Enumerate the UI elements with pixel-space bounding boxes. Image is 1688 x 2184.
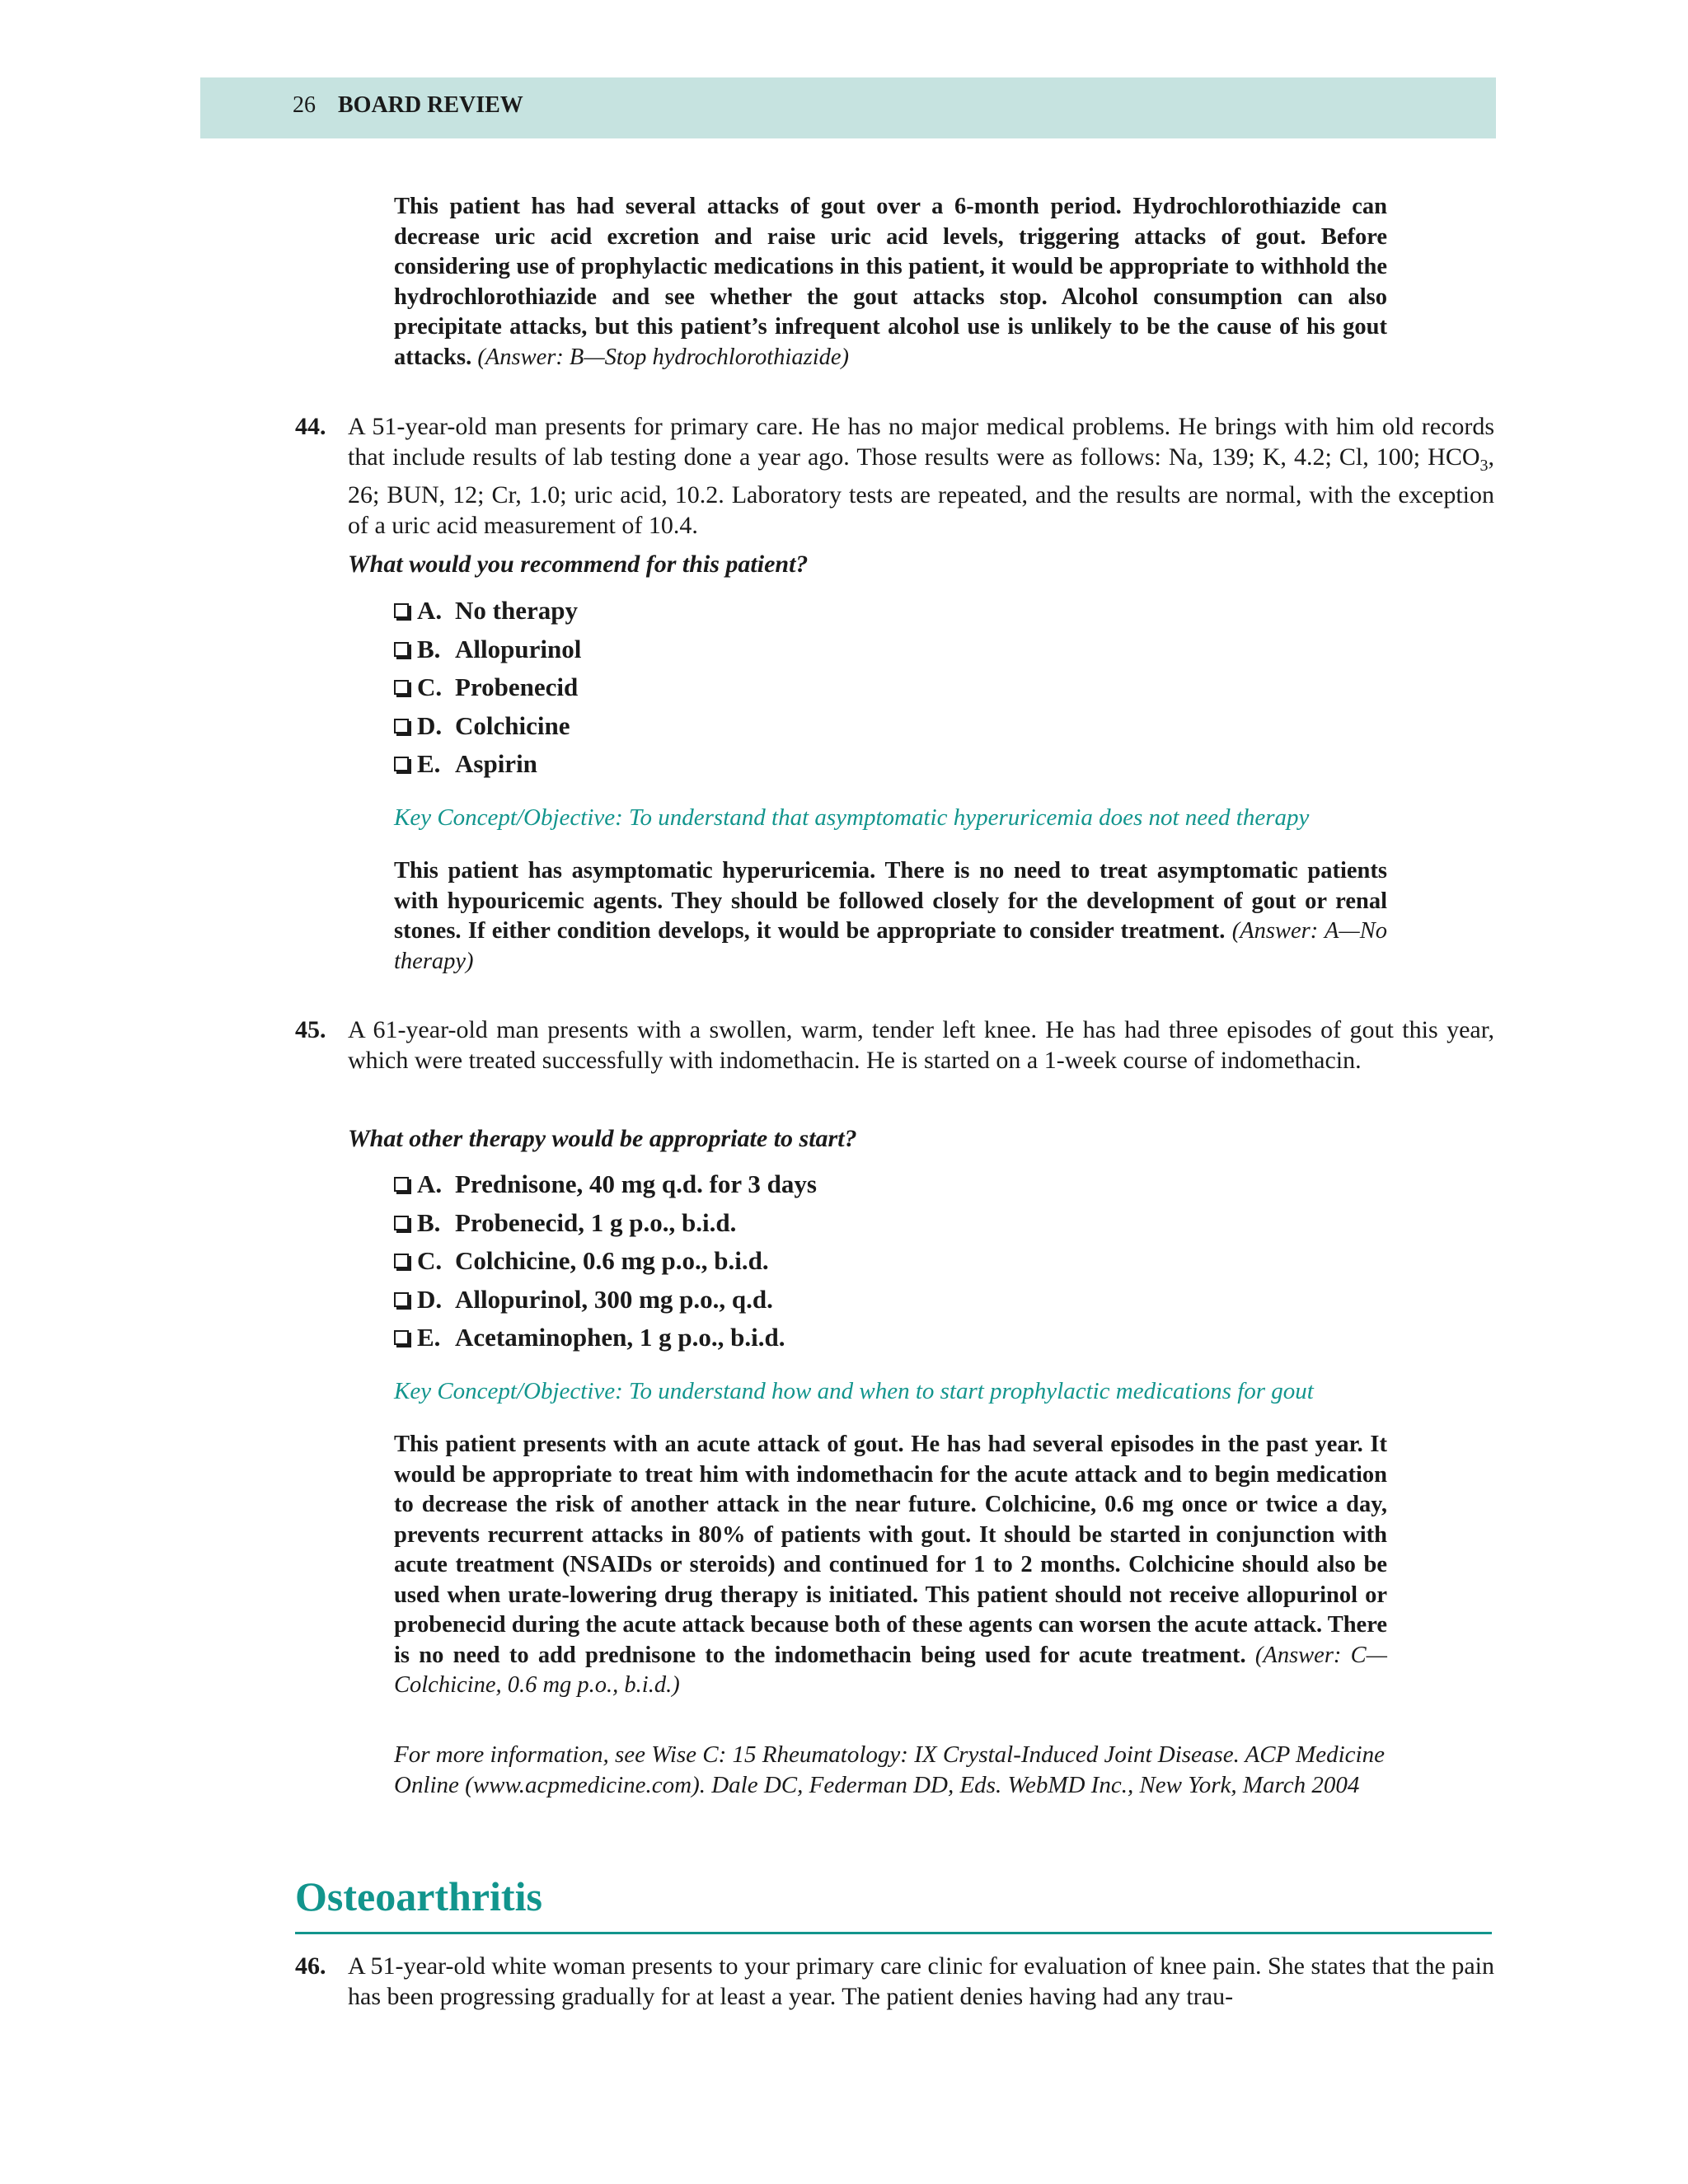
option-45-d[interactable]: D. Allopurinol, 300 mg p.o., q.d. <box>394 1281 817 1319</box>
question-number: 46. <box>295 1952 326 1980</box>
subscript: 3 <box>1479 456 1489 475</box>
prev-answer: (Answer: B—Stop hydrochlorothiazide) <box>477 344 849 370</box>
option-45-b[interactable]: B. Probenecid, 1 g p.o., b.i.d. <box>394 1204 817 1243</box>
question-46 <box>295 1952 1494 2012</box>
question-prompt-45: What other therapy would be appropriate to start? <box>348 1125 857 1152</box>
options-44 <box>394 592 581 784</box>
answer-44: (Answer: A—No therapy) <box>394 918 1388 974</box>
checkbox-icon[interactable] <box>394 1330 409 1345</box>
answer-45: (Answer: C—Colchicine, 0.6 mg p.o., b.i.d.) <box>394 1642 1387 1698</box>
question-text: A 51-year-old man presents for primary care. He has no major medical problems. He brings with him old records that include results of lab testing done a year ago. Those results were as follows: Na, 139; K, 4.2; Cl, 100; $HCO_3$, 26; BUN, 12; Cr, 1.0; uric acid, 10.2. Laboratory tests are repeated, and the results are normal, with the exception of a uric acid measurement of 10.4. <box>348 413 1494 539</box>
option-44-d[interactable]: D. Colchicine <box>394 707 581 746</box>
option-45-e[interactable]: E. Acetaminophen, 1 g p.o., b.i.d. <box>394 1319 817 1357</box>
explanation-text: This patient presents with an acute attack of gout. He has had several episodes in the past year. It would be appropriate to treat him with indomethacin for the acute attack and to begin medication to decrease the risk of another attack in the near future. Colchicine, 0.6 mg once or twice a day, prevents recurrent attacks in 80% of patients with gout. It should be started in conjunction with acute treatment (NSAIDs or steroids) and continued for 1 to 2 months. Colchicine should also be used when urate-lowering drug therapy is initiated. This patient should not receive allopurinol or probenecid during the acute attack because both of these agents can worsen the acute attack. There is no need to add prednisone to the indomethacin being used for acute treatment. <box>394 1432 1387 1668</box>
checkbox-icon[interactable] <box>394 757 409 771</box>
checkbox-icon[interactable] <box>394 642 409 657</box>
checkbox-icon[interactable] <box>394 680 409 695</box>
prev-explanation <box>394 192 1387 373</box>
option-45-c[interactable]: C. Colchicine, 0.6 mg p.o., b.i.d. <box>394 1242 817 1281</box>
key-concept-45: Key Concept/Objective: To understand how and when to start prophylactic medications for gout <box>394 1378 1314 1404</box>
running-head-title: BOARD REVIEW <box>338 92 523 118</box>
option-44-e[interactable]: E. Aspirin <box>394 745 581 784</box>
option-44-a[interactable]: A. No therapy <box>394 592 581 630</box>
checkbox-icon[interactable] <box>394 603 409 618</box>
options-45 <box>394 1165 817 1357</box>
checkbox-icon[interactable] <box>394 1292 409 1307</box>
explanation-45 <box>394 1430 1387 1701</box>
option-44-b[interactable]: B. Allopurinol <box>394 630 581 669</box>
checkbox-icon[interactable] <box>394 1254 409 1268</box>
checkbox-icon[interactable] <box>394 719 409 733</box>
section-title: Osteoarthritis <box>295 1873 542 1919</box>
more-info-reference: For more information, see Wise C: 15 Rheumatology: IX Crystal-Induced Joint Disease. ACP Medicine Online (www.acpmedicine.com). Dale DC, Federman DD, Eds. WebMD Inc., New York, March 2004 <box>394 1741 1385 1798</box>
question-number: 44. <box>295 413 326 440</box>
explanation-44 <box>394 856 1387 977</box>
page-number: 26 <box>293 92 316 118</box>
question-number: 45. <box>295 1016 326 1043</box>
explanation-text: This patient has asymptomatic hyperuricemia. There is no need to treat asymptomatic patients with hypouricemic agents. They should be followed closely for the development of gout or renal stones. If either condition develops, it would be appropriate to consider treatment. <box>394 858 1387 944</box>
question-prompt-44: What would you recommend for this patient? <box>348 551 809 578</box>
option-45-a[interactable]: A. Prednisone, 40 mg q.d. for 3 days <box>394 1165 817 1204</box>
section-divider <box>295 1932 1492 1934</box>
key-concept-44: Key Concept/Objective: To understand that asymptomatic hyperuricemia does not need therapy <box>394 804 1310 831</box>
question-text: A 61-year-old man presents with a swollen, warm, tender left knee. He has had three episodes of gout this year, which were treated successfully with indomethacin. He is started on a 1-week course of indomethacin. <box>348 1016 1494 1074</box>
checkbox-icon[interactable] <box>394 1216 409 1230</box>
option-44-c[interactable]: C. Probenecid <box>394 668 581 707</box>
prev-explanation-text: This patient has had several attacks of gout over a 6-month period. Hydrochlorothiazide can decrease uric acid excretion and raise uric acid levels, triggering attacks of gout. Before considering use of prophylactic medications in this patient, it would be appropriate to withhold the hydrochlorothiazide and see whether the gout attacks stop. Alcohol consumption can also precipitate attacks, but this patient’s infrequent alcohol use is unlikely to be the cause of his gout attacks. <box>394 194 1387 370</box>
question-45 <box>295 1015 1494 1076</box>
question-text: A 51-year-old white woman presents to your primary care clinic for evaluation of knee pain. She states that the pain has been progressing gradually for at least a year. The patient denies having had any trau- <box>348 1952 1494 2010</box>
question-44 <box>295 412 1494 541</box>
checkbox-icon[interactable] <box>394 1177 409 1192</box>
